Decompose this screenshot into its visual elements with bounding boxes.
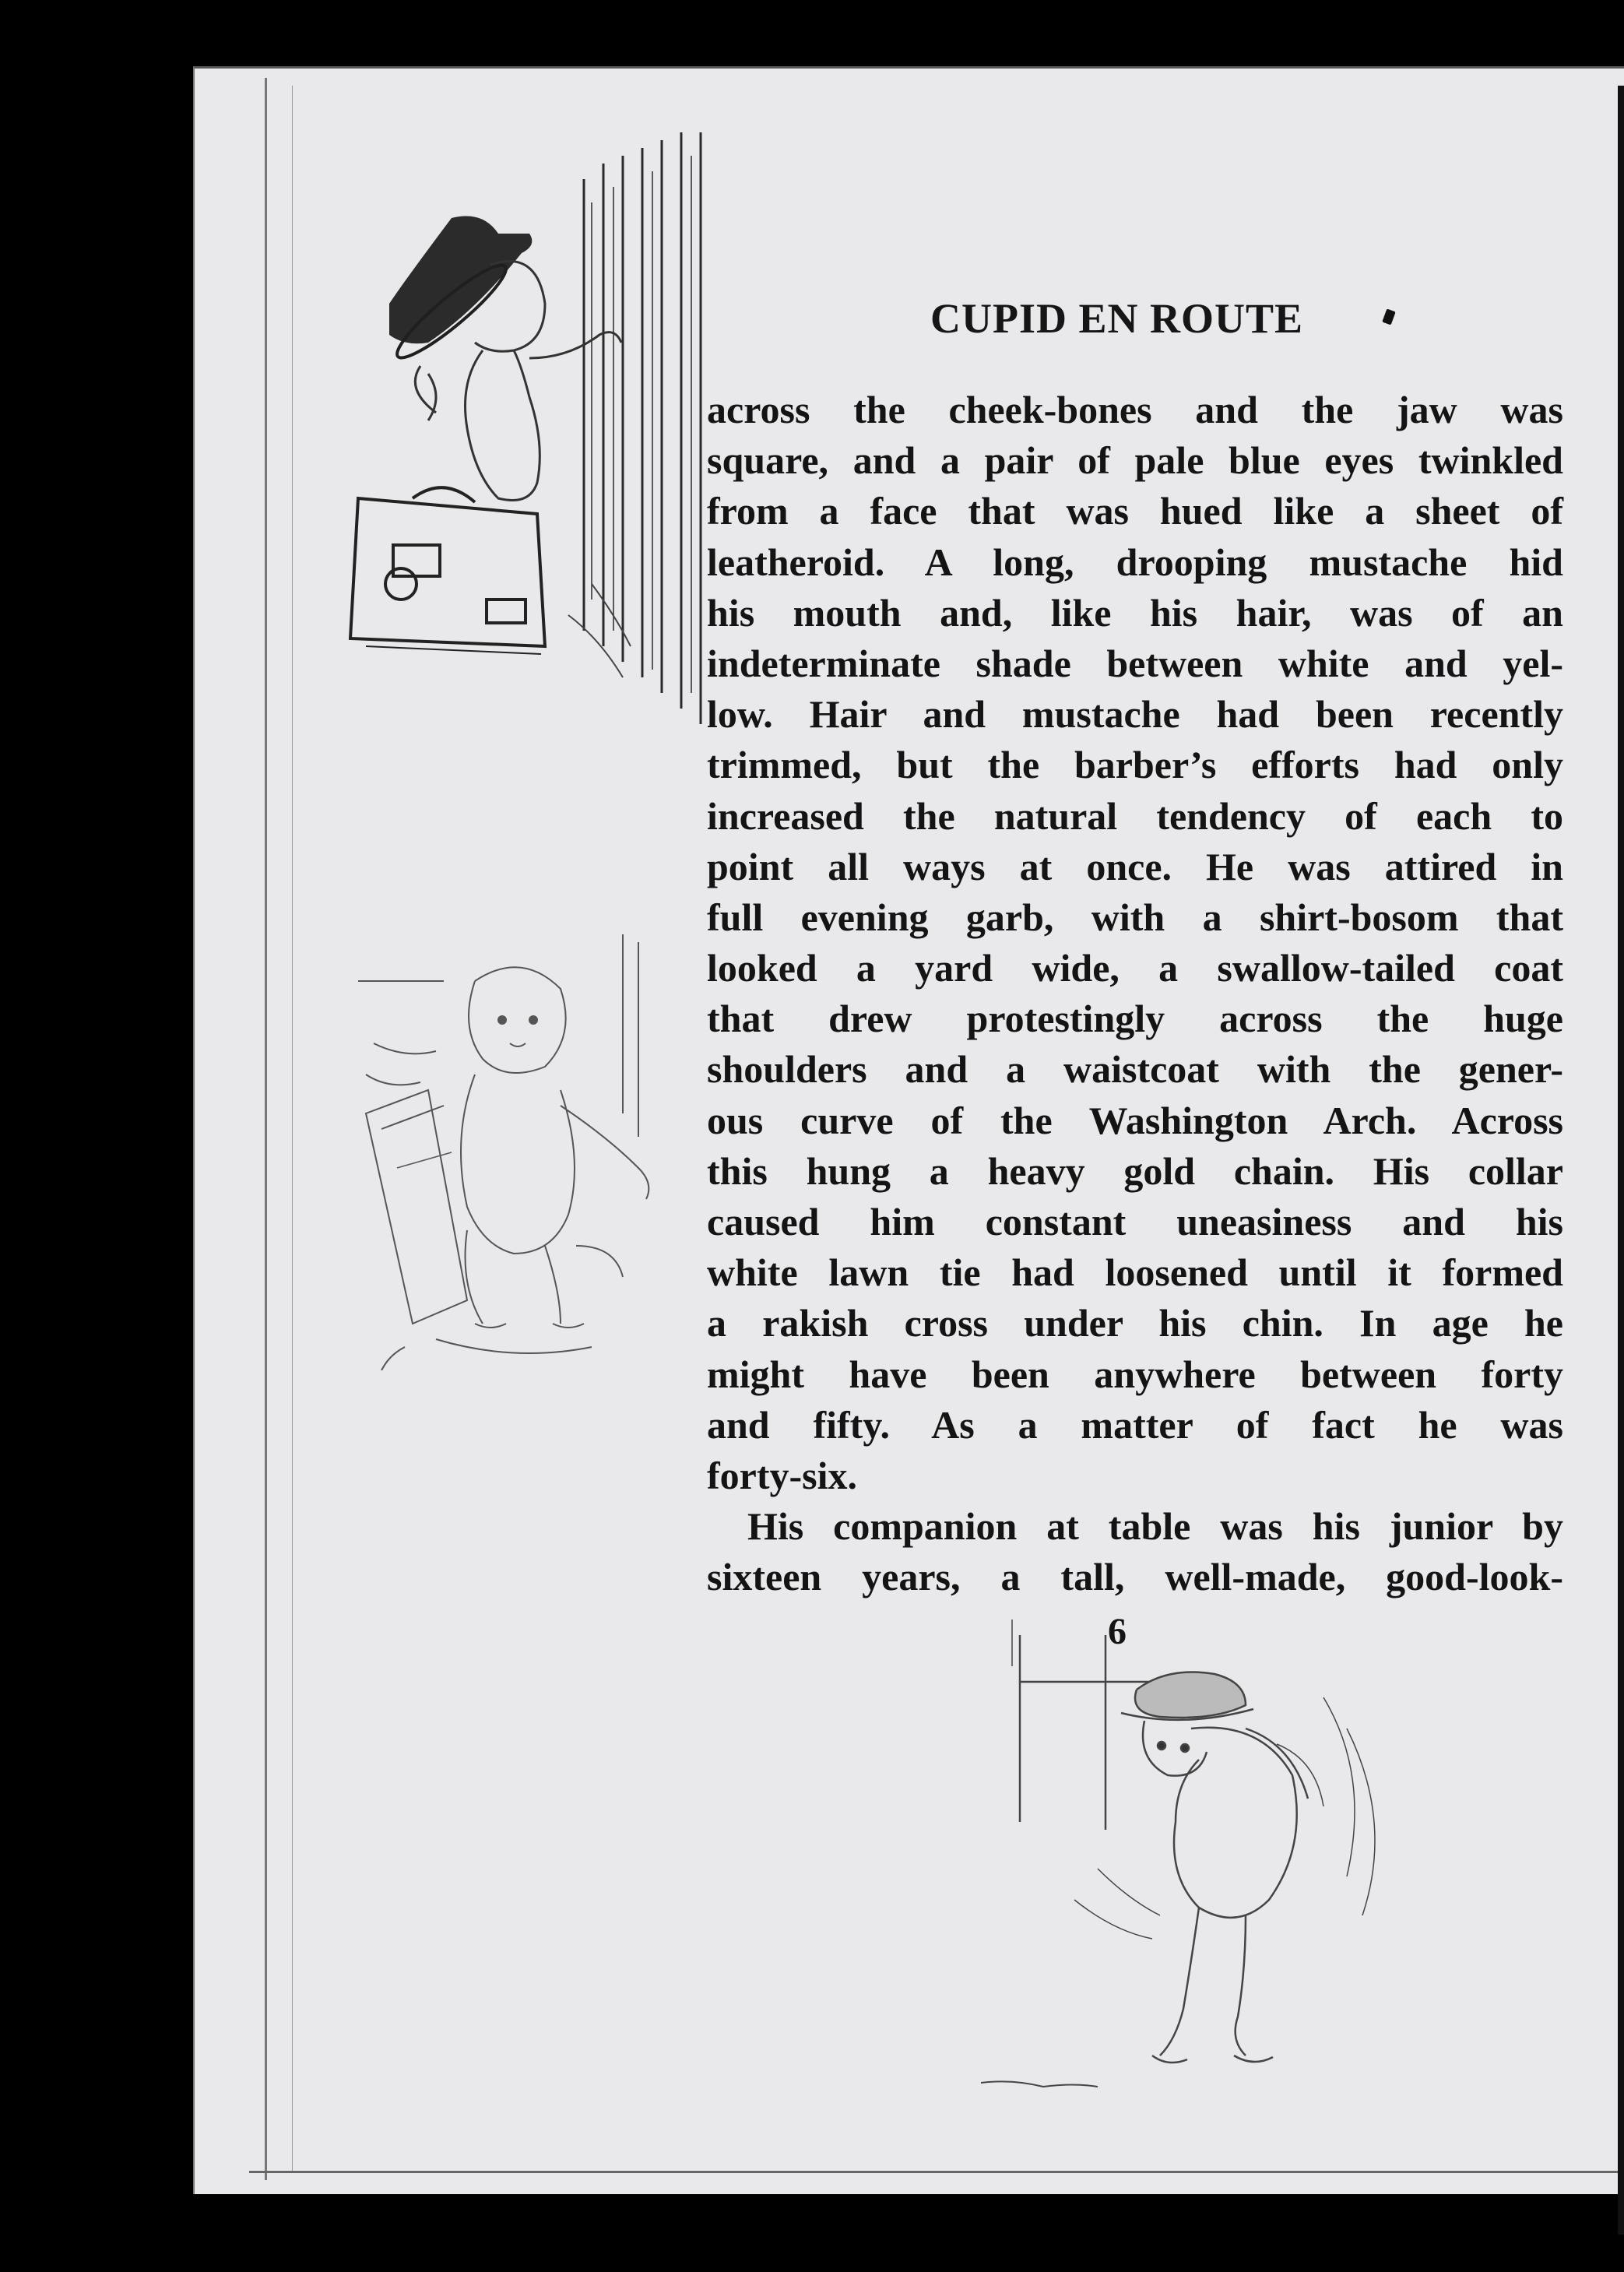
gutter-rule [265, 78, 267, 2180]
body-text [707, 385, 1563, 1603]
text-line: sixteen years, a tall, well-made, good-look- [707, 1555, 1563, 1599]
text-line: and fifty. As a matter of fact he was [707, 1402, 1563, 1447]
text-line: from a face that was hued like a sheet of [707, 489, 1563, 533]
text-line: white lawn tie had loosened until it formed [707, 1250, 1563, 1295]
text-line: that drew protestingly across the huge [707, 997, 1563, 1041]
text-line-paragraph-end: forty-six. [707, 1453, 857, 1497]
cupid-with-top-hat-and-suitcase-illustration [335, 132, 716, 724]
running-head: CUPID EN ROUTE [930, 295, 1304, 342]
text-line: might have been anywhere between forty [707, 1352, 1563, 1396]
text-line: low. Hair and mustache had been recently [707, 692, 1563, 737]
text-line: full evening garb, with a shirt-bosom that [707, 895, 1563, 939]
text-line: trimmed, but the barber’s efforts had only [707, 743, 1563, 787]
seated-cupid-with-luggage-illustration [358, 934, 685, 1370]
text-line: across the cheek-bones and the jaw was [707, 388, 1563, 431]
hunched-cupid-at-window-illustration [981, 1620, 1417, 2102]
text-line: caused him constant uneasiness and his [707, 1200, 1563, 1243]
page-number: 6 [1108, 1611, 1127, 1652]
page-right-edge [1618, 86, 1624, 2235]
text-line: increased the natural tendency of each to [707, 793, 1563, 838]
bottom-edge-rule [249, 2171, 1624, 2173]
text-line: this hung a heavy gold chain. His collar [707, 1148, 1563, 1193]
text-line-paragraph-start: His companion at table was his junior by [747, 1504, 1563, 1549]
text-line: looked a yard wide, a swallow-tailed coat [707, 946, 1563, 990]
text-line: ous curve of the Washington Arch. Across [707, 1098, 1563, 1142]
text-line: his mouth and, like his hair, was of an [707, 590, 1563, 635]
text-line: a rakish cross under his chin. In age he [707, 1301, 1563, 1345]
gutter-rule-inner [292, 86, 293, 2172]
text-line: indeterminate shade between white and yel- [707, 641, 1563, 685]
text-line: square, and a pair of pale blue eyes twinkled [707, 438, 1563, 483]
text-line: point all ways at once. He was attired in [707, 844, 1563, 888]
text-line: shoulders and a waistcoat with the gener- [707, 1047, 1563, 1092]
text-line: leatheroid. A long, drooping mustache hid [707, 540, 1563, 584]
